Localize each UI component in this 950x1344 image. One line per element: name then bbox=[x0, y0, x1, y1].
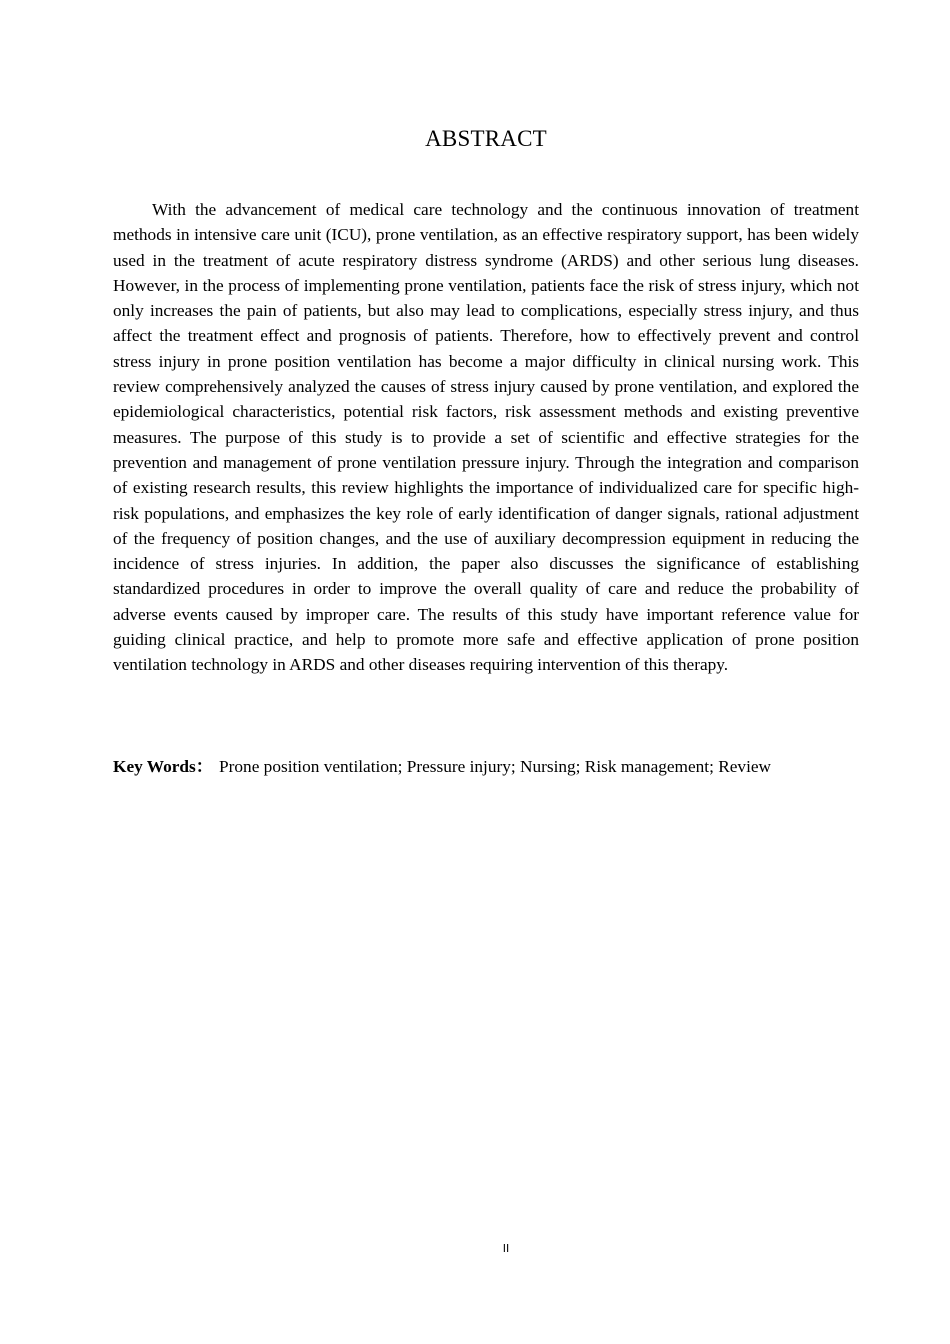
keywords-text: Prone position ventilation; Pressure injury; Nursing; Risk management; Review bbox=[219, 757, 772, 776]
abstract-body: With the advancement of medical care technology and the continuous innovation of treatment methods in intensive care unit (ICU), prone ventilation, as an effective respiratory support, has been widely used in the treatment of acute respiratory distress syndrome (ARDS) and other serious lung diseases. However, in the process of implementing prone ventilation, patients face the risk of stress injury, which not only increases the pain of patients, but also may lead to complications, especially stress injury, and thus affect the treatment effect and prognosis of patients. Therefore, how to effectively prevent and control stress injury in prone position ventilation has become a major difficulty in clinical nursing work. This review comprehensively analyzed the causes of stress injury caused by prone ventilation, and explored the epidemiological characteristics, potential risk factors, risk assessment methods and existing preventive measures. The purpose of this study is to provide a set of scientific and effective strategies for the prevention and management of prone ventilation pressure injury. Through the integration and comparison of existing research results, this review highlights the importance of individualized care for specific high-risk populations, and emphasizes the key role of early identification of danger signals, rational adjustment of the frequency of position changes, and the use of auxiliary decompression equipment in reducing the incidence of stress injuries. In addition, the paper also discusses the significance of establishing standardized procedures in order to improve the overall quality of care and reduce the probability of adverse events caused by improper care. The results of this study have important reference value for guiding clinical practice, and help to promote more safe and effective application of prone position ventilation technology in ARDS and other diseases requiring intervention of this therapy. bbox=[113, 200, 859, 675]
page-number: II bbox=[502, 1242, 510, 1255]
keywords-line bbox=[113, 754, 873, 779]
keywords-separator: ： bbox=[195, 757, 214, 776]
abstract-title: ABSTRACT bbox=[425, 126, 547, 151]
keywords-label: Key Words bbox=[113, 757, 196, 776]
